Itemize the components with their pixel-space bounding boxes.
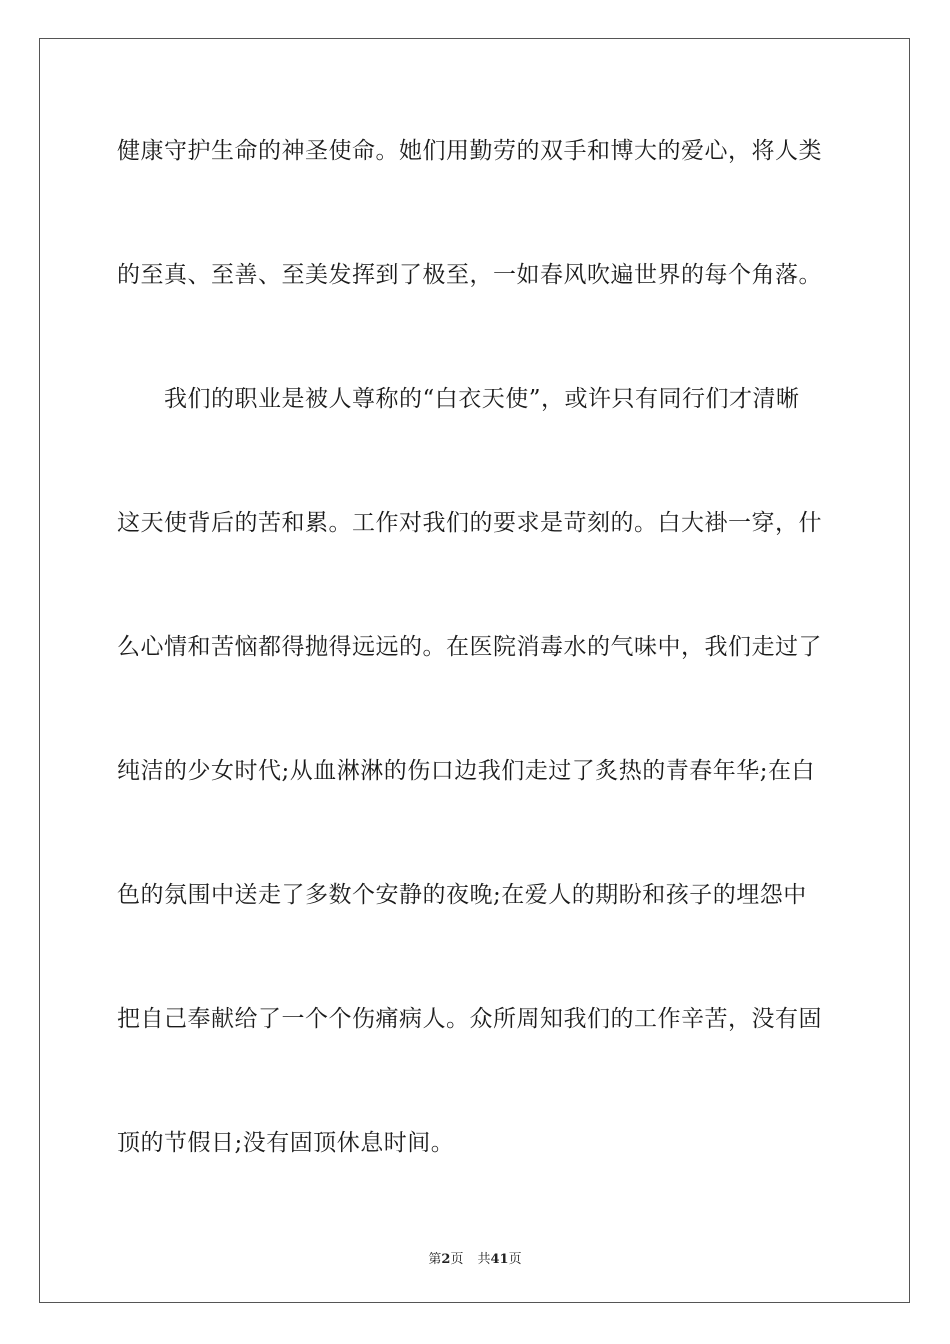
text-line: 这天使背后的苦和累。工作对我们的要求是苛刻的。白大褂一穿，什 [117, 510, 822, 536]
page-suffix: 页 [450, 1252, 464, 1267]
page-prefix: 第 [428, 1252, 442, 1267]
page-number: 2 [441, 1252, 451, 1267]
paragraph-start-line: 我们的职业是被人尊称的“白衣天使”，或许只有同行们才清晰 [117, 386, 800, 412]
document-body [117, 128, 837, 1244]
total-pages: 41 [490, 1252, 509, 1267]
text-line: 把自己奉献给了一个个伤痛病人。众所周知我们的工作辛苦，没有固 [117, 1006, 822, 1032]
text-line: 顶的节假日;没有固顶休息时间。 [117, 1130, 455, 1156]
text-line: 健康守护生命的神圣使命。她们用勤劳的双手和博大的爱心，将人类 [117, 138, 822, 164]
text-line: 色的氛围中送走了多数个安静的夜晚;在爱人的期盼和孩子的埋怨中 [117, 882, 807, 908]
total-suffix: 页 [508, 1252, 522, 1267]
text-line: 么心情和苦恼都得抛得远远的。在医院消毒水的气味中，我们走过了 [117, 634, 822, 660]
text-line: 的至真、至善、至美发挥到了极至，一如春风吹遍世界的每个角落。 [117, 262, 822, 288]
text-line: 纯洁的少女时代;从血淋淋的伤口边我们走过了炙热的青春年华;在白 [117, 758, 815, 784]
total-prefix: 共 [477, 1252, 491, 1267]
page-footer [0, 1248, 950, 1267]
